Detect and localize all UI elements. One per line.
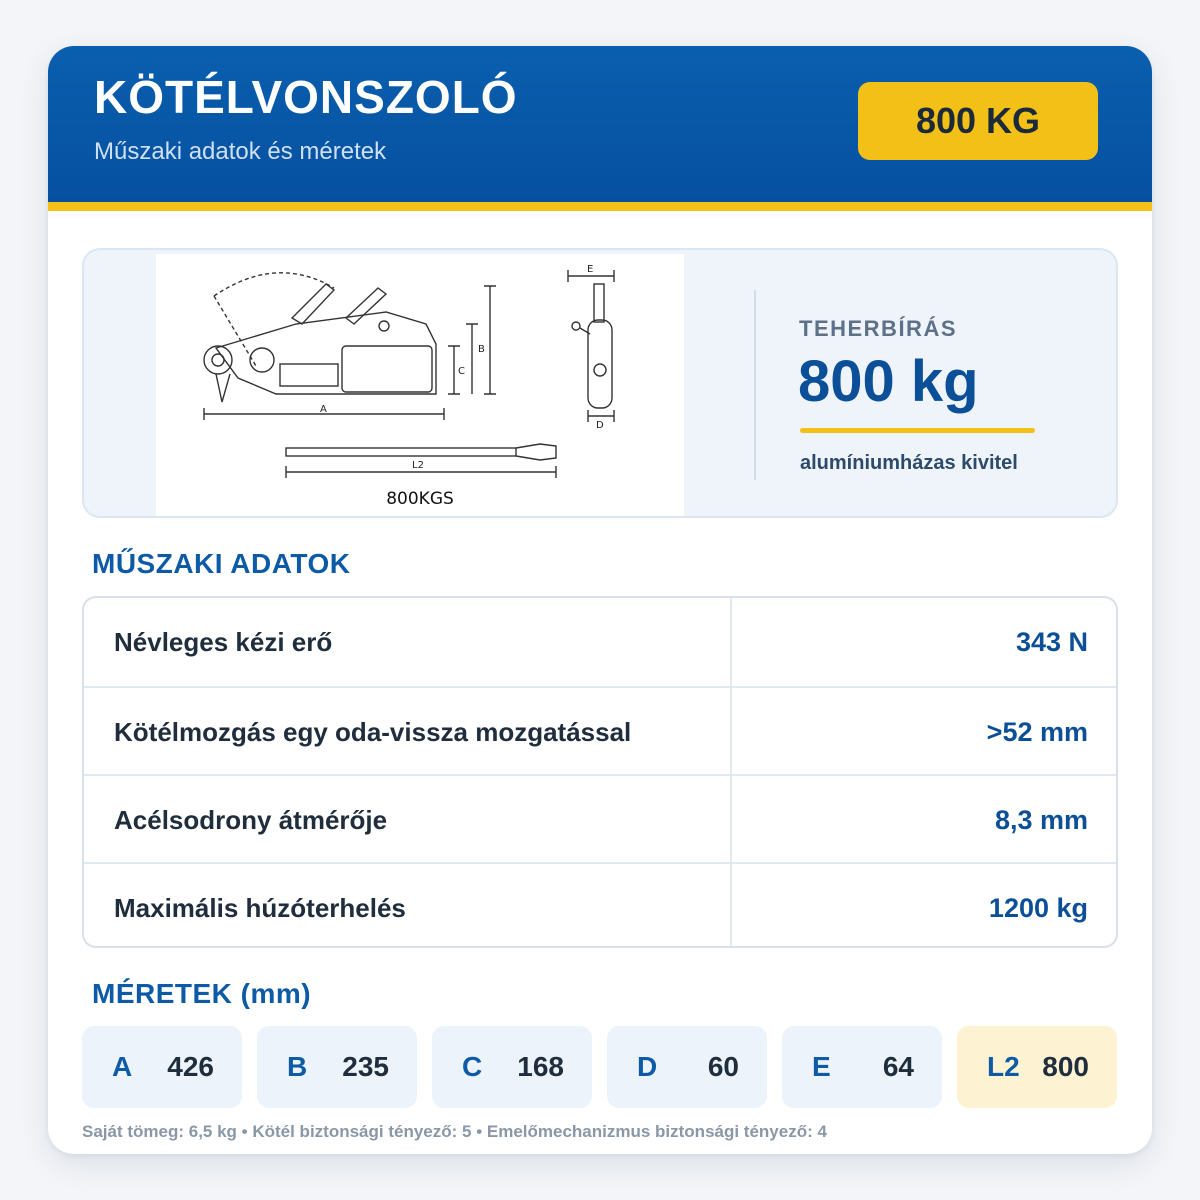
- footnote: Saját tömeg: 6,5 kg • Kötél biztonsági tényező: 5 • Emelőmechanizmus biztonsági tényező: 4: [82, 1122, 827, 1141]
- table-row: [84, 686, 1118, 774]
- dimension-key: A: [112, 1051, 133, 1082]
- hero-divider: [754, 290, 756, 480]
- dimension-value: 60: [707, 1051, 739, 1082]
- dimension-key: L2: [987, 1051, 1020, 1082]
- spec-value: 343 N: [1015, 627, 1088, 657]
- capacity-label: TEHERBÍRÁS: [799, 316, 958, 341]
- page-subtitle: Műszaki adatok és méretek: [94, 138, 387, 165]
- page-title: KÖTÉLVONSZOLÓ: [94, 71, 518, 123]
- dimension-chip: [82, 1026, 242, 1108]
- diagram-label-b: B: [478, 344, 485, 355]
- header-accent-stripe: [48, 202, 1152, 211]
- dimension-chip: [257, 1026, 417, 1108]
- dimension-value: 426: [167, 1051, 214, 1082]
- table-row: [84, 598, 1118, 686]
- spec-label: Kötélmozgás egy oda-vissza mozgatással: [114, 717, 632, 747]
- capacity-note: alumíniumházas kivitel: [800, 452, 1018, 474]
- capacity-value: 800 kg: [798, 349, 979, 414]
- specs-table: [82, 596, 1118, 948]
- table-row: [84, 862, 1118, 948]
- header: [48, 46, 1152, 202]
- dimensions-title: MÉRETEK (mm): [92, 978, 312, 1009]
- technical-drawing: [156, 254, 684, 516]
- dimension-key: C: [462, 1051, 483, 1082]
- dimension-key: E: [812, 1051, 831, 1082]
- dimension-value: 800: [1042, 1051, 1089, 1082]
- diagram-label-d: D: [596, 420, 604, 431]
- table-row: [84, 774, 1118, 862]
- spec-label: Maximális húzóterhelés: [114, 893, 406, 923]
- dimension-key: D: [637, 1051, 658, 1082]
- dimensions-list: [82, 1026, 1118, 1108]
- spec-value: >52 mm: [986, 717, 1088, 747]
- diagram-label-c: C: [458, 366, 465, 377]
- spec-value: 1200 kg: [988, 893, 1088, 923]
- dimension-value: 235: [342, 1051, 389, 1082]
- diagram-caption: 800KGS: [386, 489, 454, 509]
- dimension-value: 64: [882, 1051, 914, 1082]
- spec-label: Névleges kézi erő: [114, 627, 333, 657]
- capacity-underline: [800, 428, 1035, 433]
- capacity-badge: 800 KG: [858, 82, 1098, 160]
- hero-panel: [82, 248, 1118, 518]
- dimension-chip: [432, 1026, 592, 1108]
- dimension-key: B: [287, 1051, 308, 1082]
- specs-title: MŰSZAKI ADATOK: [92, 548, 351, 579]
- spec-card: [48, 46, 1152, 1154]
- diagram-label-e: E: [587, 264, 594, 275]
- diagram-label-a: A: [320, 404, 327, 415]
- spec-value: 8,3 mm: [994, 805, 1088, 835]
- winch-diagram: [156, 254, 684, 516]
- diagram-label-l2: L2: [412, 460, 424, 471]
- dimension-chip-highlighted: [957, 1026, 1117, 1108]
- dimension-value: 168: [517, 1051, 564, 1082]
- dimension-chip: [607, 1026, 767, 1108]
- spec-label: Acélsodrony átmérője: [114, 805, 388, 835]
- dimension-chip: [782, 1026, 942, 1108]
